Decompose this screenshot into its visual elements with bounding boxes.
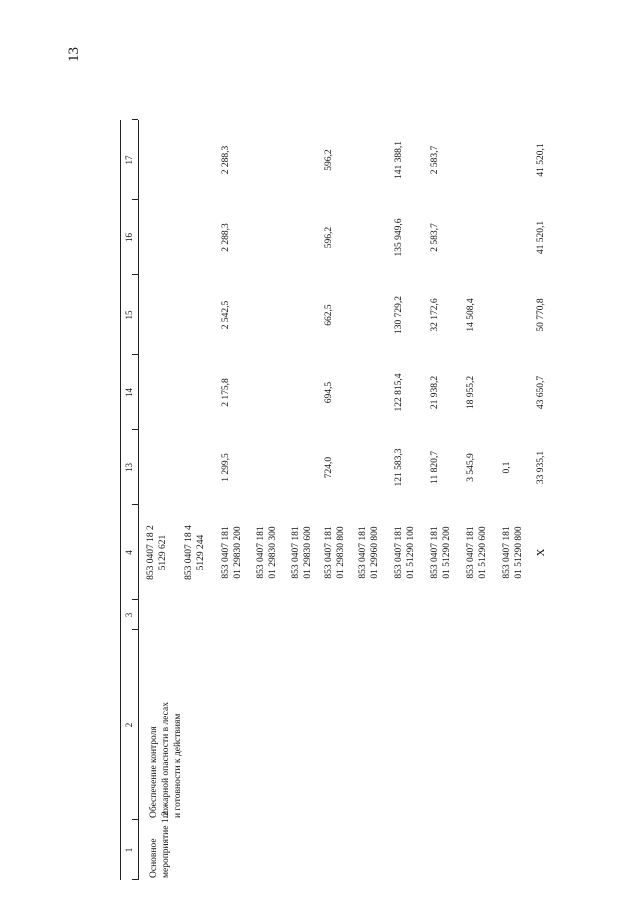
column-divider-6 [132,354,138,355]
value-cell-14: 694,5 [324,381,334,404]
column-header-14: 14 [124,388,134,397]
value-cell-15: 130 729,2 [394,296,404,334]
row-label-col1 [148,811,172,878]
budget-code-cell [535,549,547,557]
column-header-13: 13 [124,463,134,472]
budget-code-line: 853 0407 181 [324,526,334,579]
value-cell-13: 0,1 [502,461,512,474]
value-cell-14: 21 938,2 [430,375,440,410]
table-top-rule [120,120,121,880]
budget-code-cell [429,526,453,578]
budget-code-line: 01 29830 800 [336,526,346,579]
page-number: 13 [66,47,82,62]
column-header-17: 17 [124,155,134,165]
row-label-col2-line: Обеспечение контроля [149,726,159,818]
budget-table [120,60,580,880]
budget-code-line: 01 29830 200 [233,526,243,579]
budget-code-line: 01 51290 200 [442,526,452,579]
budget-code-line: 853 0407 181 [466,526,476,579]
budget-code-cell [290,526,314,578]
column-divider-8 [132,199,138,200]
budget-code-line: 853 0407 18 2 [146,525,156,580]
budget-code-line: 01 29830 600 [303,526,313,579]
value-cell-13: 121 583,3 [394,448,404,487]
row-label-col2-line: и готовности к действиям [173,713,183,818]
value-cell-16: 41 520,1 [536,220,546,255]
column-header-16: 16 [124,233,134,242]
budget-code-line: 5129 621 [158,534,168,571]
column-divider-1 [132,819,138,820]
value-cell-14: 122 815,4 [394,373,404,412]
value-cell-15: 2 542,5 [221,300,231,330]
value-cell-14: 43 650,7 [536,375,546,410]
budget-code-line: 853 0407 181 [256,526,266,579]
column-header-3: 3 [124,612,134,618]
value-cell-13: 11 820,7 [430,451,440,484]
budget-code-cell [255,526,279,578]
budget-code-cell [393,526,417,578]
value-cell-17: 596,2 [324,149,334,171]
budget-code-cell [183,525,207,580]
value-cell-15: 50 770,8 [536,298,546,332]
value-cell-16: 596,2 [324,226,334,249]
budget-code-line: 5129 244 [196,534,206,571]
column-header-1: 1 [124,847,134,853]
value-cell-14: 18 955,2 [466,375,476,410]
budget-code-line: 01 51290 100 [406,526,416,579]
row-label-col2-line: пожарной опасности в лесах [161,702,171,818]
column-divider-5 [132,429,138,430]
budget-code-cell [145,525,169,580]
column-header-4: 4 [124,550,134,555]
column-divider-7 [132,274,138,275]
budget-code-line: 853 0407 181 [394,526,404,579]
value-cell-13: 724,0 [324,456,334,479]
value-cell-17: 2 583,7 [430,145,440,175]
budget-code-line: 853 0407 181 [430,526,440,579]
value-cell-16: 135 949,6 [394,218,404,257]
value-cell-13: 3 545,9 [466,453,476,482]
value-cell-16: 2 288,3 [221,223,231,252]
column-divider-3 [132,599,138,600]
row-label-col1-line: мероприятие 1.2 [161,811,171,878]
value-cell-17: 141 388,1 [394,141,404,179]
value-cell-17: 2 288,3 [221,145,231,175]
value-cell-15: 14 508,4 [466,298,476,332]
column-divider-9 [132,119,138,120]
budget-code-cell [220,526,244,578]
budget-code-line: 01 29960 800 [370,526,380,579]
row-label-col2 [148,702,184,818]
value-cell-13: 1 299,5 [221,453,231,482]
budget-code-line: 853 0407 181 [221,526,231,579]
budget-code-cell [501,526,525,578]
value-cell-13: 33 935,1 [536,450,546,485]
budget-code-line: 853 0407 18 4 [184,525,194,580]
column-divider-4 [132,504,138,505]
budget-code-line: 853 0407 181 [358,526,368,579]
budget-code-cell [465,526,489,578]
budget-code-line: 01 51290 800 [514,526,524,579]
column-divider-2 [132,629,138,630]
value-cell-17: 41 520,1 [536,143,546,177]
column-header-15: 15 [124,310,134,320]
budget-code-line: X [535,548,547,557]
table-header-rule [138,120,139,880]
budget-code-line: 853 0407 181 [291,526,301,579]
budget-code-cell [323,526,347,578]
value-cell-15: 32 172,6 [430,298,440,332]
budget-code-line: 01 29830 300 [268,526,278,579]
row-label-col1-line: Основное [149,838,159,878]
value-cell-15: 662,5 [324,304,334,326]
column-header-2: 2 [124,722,134,728]
budget-code-line: 01 51290 600 [478,526,488,579]
budget-code-line: 853 0407 181 [502,526,512,579]
column-divider-0 [132,879,138,880]
budget-code-cell [357,526,381,578]
value-cell-14: 2 175,8 [221,378,231,407]
value-cell-16: 2 583,7 [430,223,440,252]
